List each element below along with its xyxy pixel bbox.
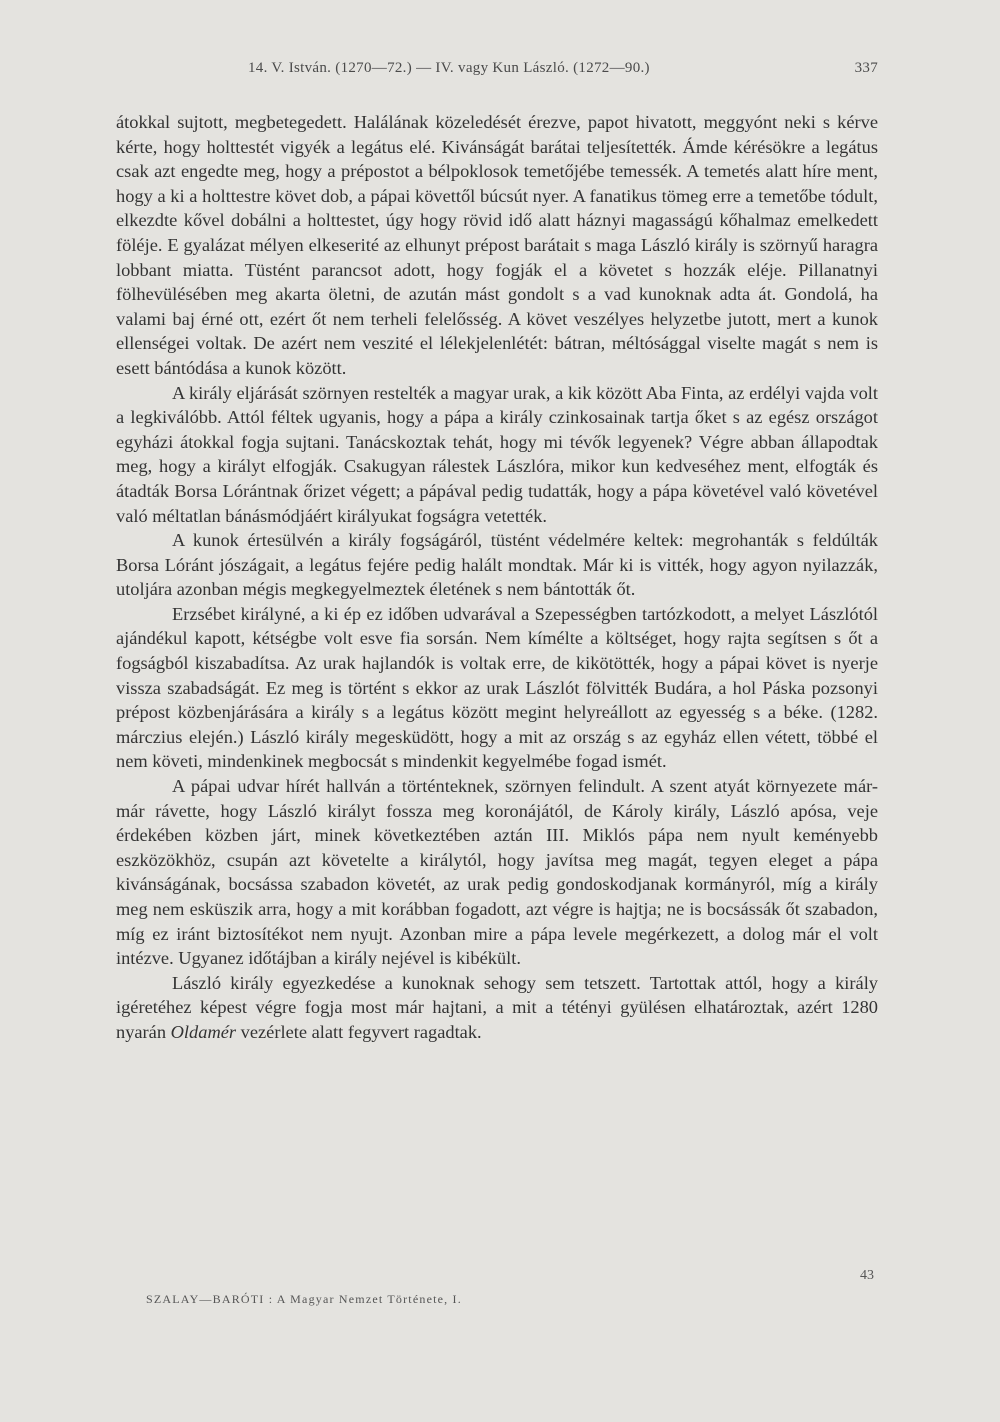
paragraph: átokkal sujtott, megbetegedett. Halálának közeledését érezve, papot hivatott, meggyónt neki s kérve kérte, hogy holttestét vigyék a legátus elé. Kivánságát barátai teljesítették. Ámde kérésökre a legátus csak azt engedte meg, hogy a prépostot a bélpoklosok temetőjébe temessék. A temetés alatt híre ment, hogy a ki a holttestre követ dob, a pápai követtől búcsút nyer. A fanatikus tömeg erre a temetőbe tódult, elkezdte kővel dobálni a holttestet, úgy hogy rövid idő alatt háznyi magasságú kőhalmaz emelkedett föléje. E gyalázat mélyen elkeserité az elhunyt prépost barátait s maga László király is szörnyű haragra lobbant miatta. Tüstént parancsot adott, hogy fogják el a követet s hozzák eléje. Pillanatnyi fölhevülésében meg akarta öletni, de azután mást gondolt s a vad kunoknak adta át. Gondolá, ha valami baj érné ott, ezért őt nem terheli felelősség. A követ veszélyes helyzetbe jutott, mert a kunok ellenségei voltak. De azért nem veszité el lélekjelenlétét: bátran, méltósággal viselte magát s nem is esett bántódása a kunok között. — [116, 112, 878, 378]
footer-imprint: SZALAY—BARÓTI : A Magyar Nemzet Története, I. — [146, 1292, 462, 1306]
paragraph-last — [116, 971, 878, 1045]
paragraph: A kunok értesülvén a király fogságáról, tüstént védelmére keltek: megrohanták s feldúlták Borsa Lóránt jószágait, a legátus fejére pedig halált mondtak. Már ki is vitték, hogy agyon nyilazzák, utoljára azonban mégis megkegyelmeztek életének s nem bántották őt. — [116, 530, 878, 600]
running-header — [248, 60, 878, 77]
italic-name: Oldamér — [170, 1021, 237, 1042]
paragraph-tail: vezérlete alatt fegyvert ragadtak. — [240, 1021, 482, 1042]
header-title: 14. V. István. (1270—72.) — IV. vagy Kun László. (1272—90.) — [248, 60, 650, 76]
paragraph: Erzsébet királyné, a ki ép ez időben udvarával a Szepességben tartózkodott, a melyet Lászlótól ajándékul kapott, kétségbe volt esve fia sorsán. Nem kímélte a költséget, hogy rajta segítsen s őt a fogságból kiszabadítsa. Az urak hajlandók is voltak erre, de kikötötték, hogy a pápai követ is nyerje vissza szabadságát. Ez meg is történt s ekkor az urak Lászlót fölvitték Budára, a hol Páska pozsonyi prépost közbenjárására a király s a legátus között megint helyreállott az egyesség s a béke. (1282. márczius elején.) László király megesküdött, hogy a mit az ország s az egyház ellen vétett, többé el nem követi, mindenkinek megbocsát s mindenkit kegyelmébe fogad ismét. — [116, 603, 878, 772]
page-number: 337 — [854, 60, 878, 76]
body-text — [116, 110, 878, 1045]
paragraph: A pápai udvar hírét hallván a történteknek, szörnyen felindult. A szent atyát környezete már-már rávette, hogy László királyt fossza meg koronájától, de Károly király, László apósa, veje érdekében közben járt, minek következtében aztán III. Miklós pápa nem nyult keményebb eszközökhöz, csupán azt követelte a királytól, hogy javítsa meg magát, tegyen eleget a pápa kivánságának, bocsássa szabadon követét, az urak pedig gondoskodjanak kormányról, míg a király meg nem esküszik arra, hogy a mit korábban fogadott, azt végre is hajtja; ne is bocsássák őt szabadon, míg ez iránt biztosítékot nem nyujt. Azonban mire a pápa levele megérkezett, a dolog már el volt intézve. Ugyanez időtájban a király nejével is kibékült. — [116, 776, 878, 969]
paragraph-text: László király egyezkedése a kunoknak sehogy sem tetszett. Tartottak attól, hogy a király igéretéhez képest végre fogja most már hajtani, a mit a tétényi gyülésen elhatároztak, azért 1280 nyarán — [116, 972, 878, 1042]
signature-number: 43 — [860, 1268, 874, 1283]
paragraph: A király eljárását szörnyen restelték a magyar urak, a kik között Aba Finta, az erdélyi vajda volt a legkiválóbb. Attól féltek ugyanis, hogy a pápa a király czinkosainak tartja őket s az egész országot egyházi átokkal fogja sujtani. Tanácskoztak tehát, hogy mi tévők legyenek? Végre abban állapodtak meg, hogy a királyt elfogják. Csakugyan rálestek Lászlóra, mikor kun kedveséhez ment, elfogták és átadták Borsa Lórántnak őrizet végett; a pápával pedig tudatták, hogy a pápa követével való követével való méltatlan bánásmódjáért királyukat fogságra vetették. — [116, 382, 878, 526]
